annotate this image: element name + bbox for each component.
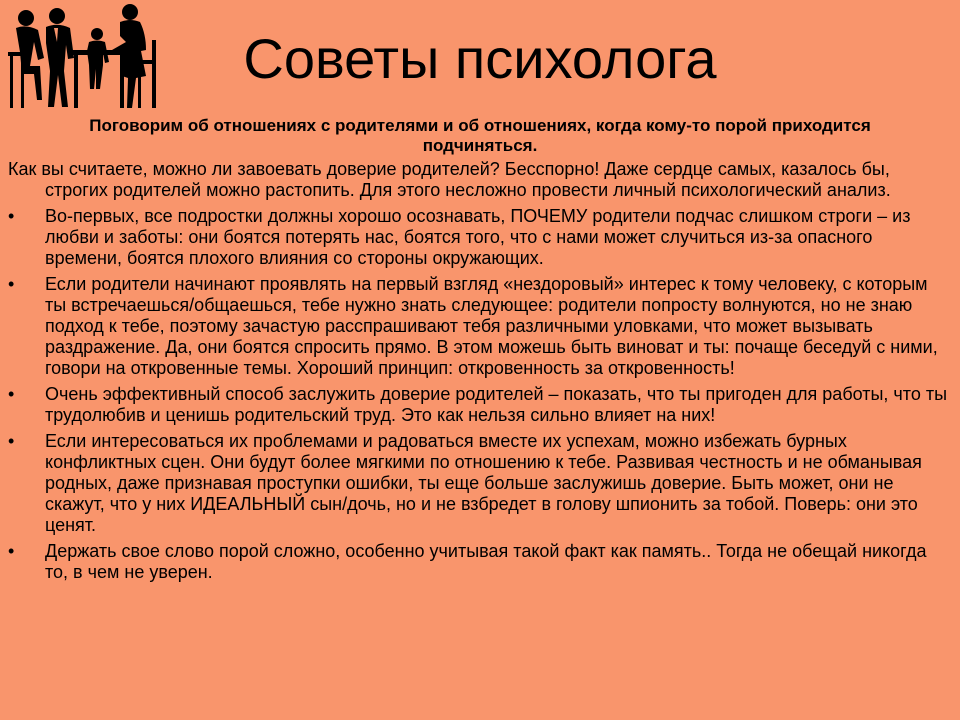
body-text [8,159,948,588]
bullet-icon: • [8,384,15,404]
list-item-text: Во-первых, все подростки должны хорошо осознавать, ПОЧЕМУ родители подчас слишком строги – из любви и заботы: они боятся потерять нас, боятся того, что с нами может случиться из-за опасного времени, боятся плохого влияния со стороны окружающих. [45,206,911,268]
family-at-table-silhouette-icon [4,0,162,118]
list-item [8,274,948,379]
list-item-text: Очень эффективный способ заслужить доверие родителей – показать, что ты пригоден для работы, что ты трудолюбив и ценишь родительский труд. Это как нельзя сильно влияет на них! [45,384,948,425]
list-item-text: Держать свое слово порой сложно, особенно учитывая такой факт как память.. Тогда не обещай никогда то, в чем не уверен. [45,541,927,582]
bullet-icon: • [8,274,15,294]
slide-subtitle: Поговорим об отношениях с родителями и об отношениях, когда кому-то порой приходится подчиняться. [89,116,871,155]
intro-paragraph: Как вы считаете, можно ли завоевать доверие родителей? Бесспорно! Даже сердце самых, казалось бы, строгих родителей можно растопить. Для этого несложно провести личный психологический анализ. [8,159,891,200]
list-item-text: Если интересоваться их проблемами и радоваться вместе их успехам, можно избежать бурных конфликтных сцен. Они будут более мягкими по отношению к тебе. Развивая честность и не обманывая родных, даже признавая проступки ошибки, ты еще больше заслужишь доверие. Быть может, они не скажут, что у них ИДЕАЛЬНЫЙ сын/дочь, но и не взбредет в голову шпионить за тобой. Поверь: они это ценят. [45,431,922,535]
bullet-icon: • [8,206,15,226]
list-item [8,384,948,426]
list-item [8,541,948,583]
list-item [8,206,948,269]
slide-title: Советы психолога [243,27,717,90]
advice-list [8,206,948,583]
bullet-icon: • [8,431,15,451]
list-item [8,431,948,536]
list-item-text: Если родители начинают проявлять на первый взгляд «нездоровый» интерес к тому человеку, с которым ты встречаешься/общаешься, тебе нужно знать следующее: родители попросту волнуются, но не знаю подход к тебе, поэтому зачастую расспрашивают тебя различными уловками, что может вызывать раздражение. Да, они боятся спросить прямо. В этом можешь быть виноват и ты: почаще беседуй с ними, говори на откровенные темы. Хороший принцип: откровенность за откровенность! [45,274,938,378]
bullet-icon: • [8,541,15,561]
